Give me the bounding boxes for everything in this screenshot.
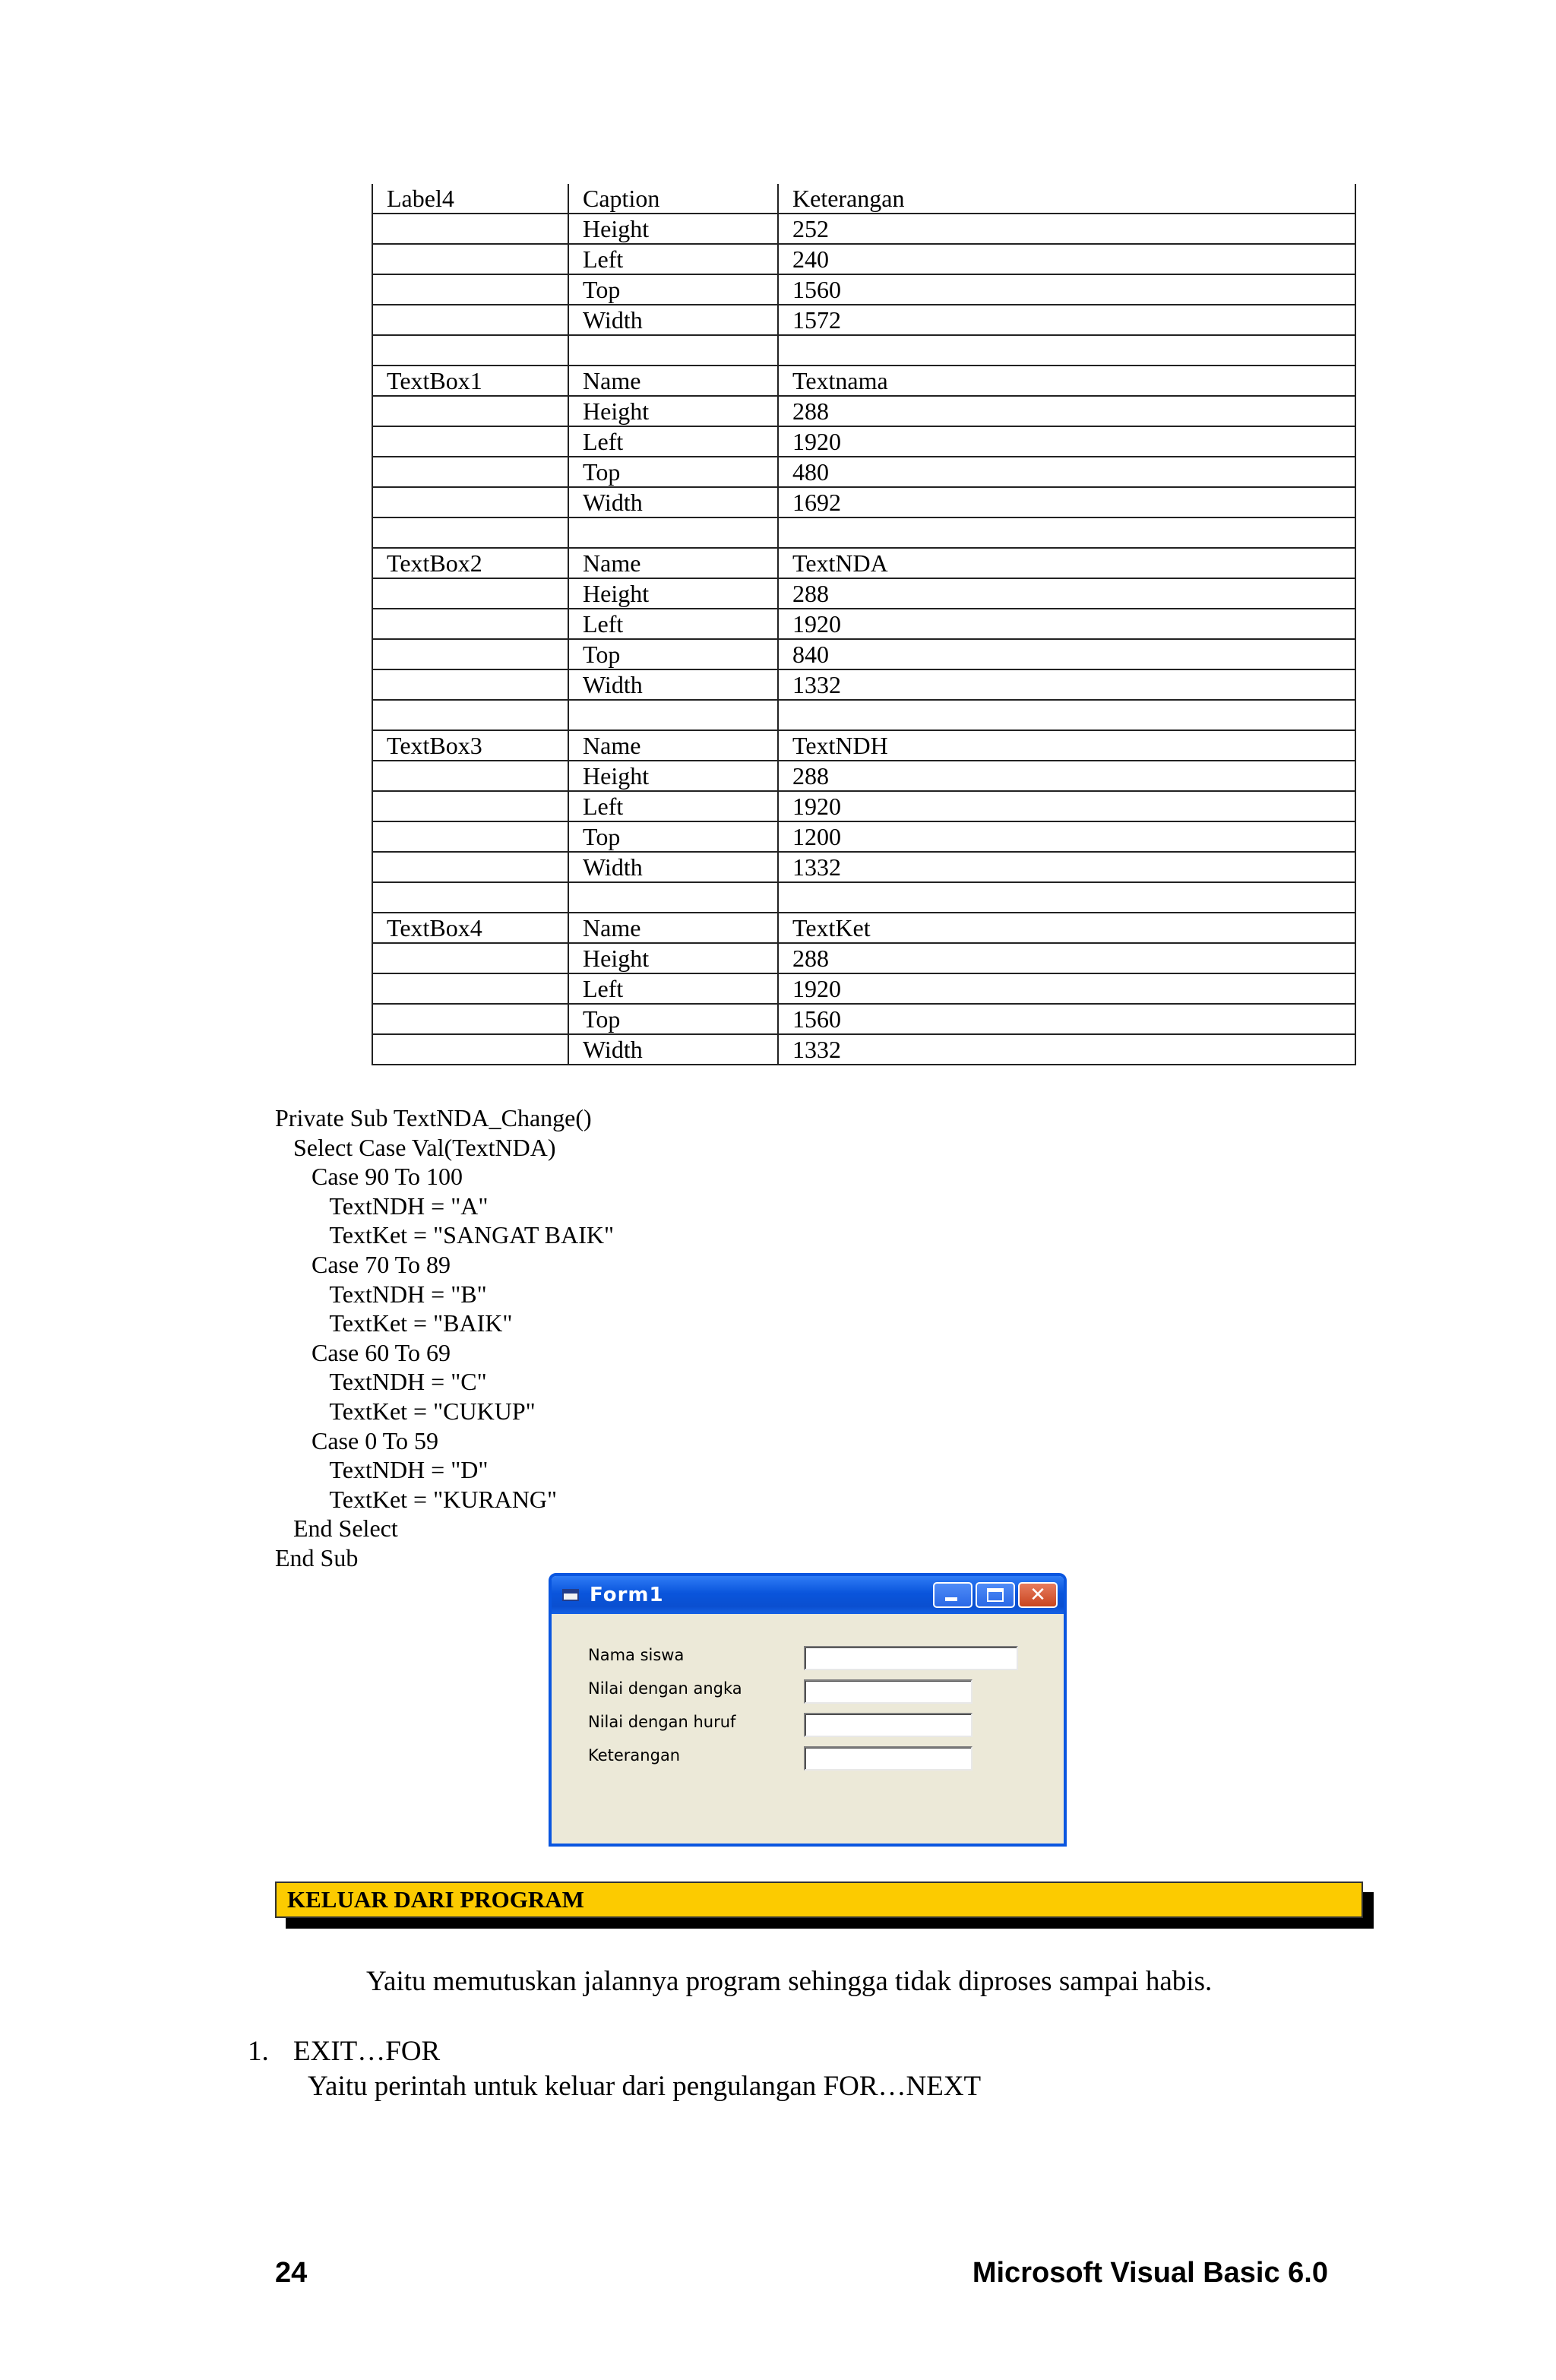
control-cell: TextBox2: [372, 548, 568, 578]
value-cell: 1332: [778, 1034, 1355, 1065]
property-cell: Top: [568, 821, 778, 852]
control-cell: [372, 669, 568, 700]
table-row: [372, 426, 1355, 457]
table-row: [372, 184, 1355, 214]
property-cell: Height: [568, 943, 778, 973]
label-keterangan: Keterangan: [588, 1746, 681, 1764]
textket-input[interactable]: [804, 1746, 972, 1771]
value-cell: 288: [778, 396, 1355, 426]
property-cell: Left: [568, 244, 778, 274]
table-row: [372, 487, 1355, 517]
control-cell: [372, 274, 568, 305]
property-cell: Name: [568, 913, 778, 943]
control-cell: [372, 305, 568, 335]
table-row: [372, 943, 1355, 973]
value-cell: [778, 700, 1355, 730]
property-cell: [568, 517, 778, 548]
property-cell: Left: [568, 426, 778, 457]
property-cell: Top: [568, 457, 778, 487]
table-row: [372, 852, 1355, 882]
book-title: Microsoft Visual Basic 6.0: [972, 2257, 1328, 2289]
property-cell: Top: [568, 1004, 778, 1034]
textnama-input[interactable]: [804, 1646, 1018, 1670]
value-cell: 1200: [778, 821, 1355, 852]
property-cell: Width: [568, 305, 778, 335]
control-cell: [372, 487, 568, 517]
value-cell: 1920: [778, 426, 1355, 457]
property-cell: Name: [568, 730, 778, 761]
control-cell: [372, 426, 568, 457]
table-row: [372, 700, 1355, 730]
value-cell: [778, 517, 1355, 548]
control-cell: [372, 578, 568, 609]
property-cell: [568, 882, 778, 913]
code-line: Case 60 To 69: [275, 1338, 451, 1366]
list-item-title: EXIT…FOR: [293, 2036, 441, 2067]
property-cell: Name: [568, 366, 778, 396]
table-row: [372, 1034, 1355, 1065]
table-row: [372, 517, 1355, 548]
value-cell: 288: [778, 578, 1355, 609]
control-cell: [372, 335, 568, 366]
table-row: [372, 578, 1355, 609]
value-cell: 840: [778, 639, 1355, 669]
table-row: [372, 335, 1355, 366]
control-cell: [372, 457, 568, 487]
table-row: [372, 214, 1355, 244]
code-line: TextKet = "CUKUP": [275, 1397, 536, 1425]
code-line: TextNDH = "B": [275, 1280, 487, 1308]
code-line: TextKet = "SANGAT BAIK": [275, 1221, 615, 1249]
table-row: [372, 274, 1355, 305]
property-cell: [568, 335, 778, 366]
control-cell: [372, 1004, 568, 1034]
property-cell: [568, 700, 778, 730]
code-line: TextNDH = "C": [275, 1368, 487, 1396]
table-row: [372, 761, 1355, 791]
code-line: Case 90 To 100: [275, 1163, 463, 1191]
value-cell: 288: [778, 943, 1355, 973]
table-row: [372, 244, 1355, 274]
code-line: TextNDH = "A": [275, 1192, 489, 1220]
property-cell: Height: [568, 214, 778, 244]
list-item-description: Yaitu perintah untuk keluar dari pengulangan FOR…NEXT: [308, 2071, 982, 2102]
minimize-button[interactable]: [933, 1582, 972, 1608]
value-cell: 1332: [778, 852, 1355, 882]
value-cell: [778, 335, 1355, 366]
code-listing: [275, 1103, 614, 1573]
control-cell: TextBox3: [372, 730, 568, 761]
table-row: [372, 913, 1355, 943]
control-cell: [372, 852, 568, 882]
control-cell: TextBox1: [372, 366, 568, 396]
property-cell: Width: [568, 487, 778, 517]
control-cell: [372, 882, 568, 913]
property-cell: Top: [568, 274, 778, 305]
property-cell: Width: [568, 669, 778, 700]
property-cell: Height: [568, 578, 778, 609]
value-cell: 1692: [778, 487, 1355, 517]
form-body: [552, 1614, 1064, 1844]
property-cell: Left: [568, 973, 778, 1004]
control-cell: [372, 700, 568, 730]
maximize-button[interactable]: [976, 1582, 1015, 1608]
control-cell: [372, 973, 568, 1004]
maximize-icon: [987, 1588, 1004, 1602]
code-line: Private Sub TextNDA_Change(): [275, 1104, 592, 1131]
value-cell: Keterangan: [778, 184, 1355, 214]
close-icon: ✕: [1029, 1584, 1046, 1606]
property-cell: Left: [568, 791, 778, 821]
control-cell: [372, 821, 568, 852]
value-cell: 1560: [778, 274, 1355, 305]
form1-window: [549, 1573, 1067, 1847]
textndh-input[interactable]: [804, 1713, 972, 1737]
value-cell: TextNDA: [778, 548, 1355, 578]
value-cell: 1920: [778, 609, 1355, 639]
property-cell: Width: [568, 1034, 778, 1065]
value-cell: 480: [778, 457, 1355, 487]
label-nilai-angka: Nilai dengan angka: [588, 1679, 742, 1698]
app-icon: [562, 1589, 579, 1601]
control-cell: [372, 517, 568, 548]
value-cell: Textnama: [778, 366, 1355, 396]
control-cell: Label4: [372, 184, 568, 214]
table-row: [372, 730, 1355, 761]
title-bar[interactable]: [552, 1576, 1064, 1614]
value-cell: 252: [778, 214, 1355, 244]
control-cell: [372, 943, 568, 973]
control-cell: [372, 396, 568, 426]
code-line: Case 0 To 59: [275, 1426, 438, 1454]
code-line: TextKet = "BAIK": [275, 1309, 513, 1337]
property-cell: Height: [568, 761, 778, 791]
property-cell: Name: [568, 548, 778, 578]
property-table: [372, 184, 1356, 1065]
value-cell: TextKet: [778, 913, 1355, 943]
property-cell: Height: [568, 396, 778, 426]
section-heading: KELUAR DARI PROGRAM: [275, 1882, 1363, 1918]
textnda-input[interactable]: [804, 1679, 972, 1704]
value-cell: 1920: [778, 791, 1355, 821]
control-cell: [372, 761, 568, 791]
minimize-icon: [945, 1597, 957, 1601]
control-cell: [372, 791, 568, 821]
code-line: Select Case Val(TextNDA): [275, 1133, 556, 1161]
table-row: [372, 548, 1355, 578]
property-cell: Width: [568, 852, 778, 882]
value-cell: 1920: [778, 973, 1355, 1004]
window-title: Form1: [590, 1584, 664, 1606]
table-row: [372, 396, 1355, 426]
label-nama-siswa: Nama siswa: [588, 1646, 685, 1664]
table-row: [372, 821, 1355, 852]
value-cell: [778, 882, 1355, 913]
code-line: TextKet = "KURANG": [275, 1485, 558, 1513]
property-cell: Top: [568, 639, 778, 669]
table-row: [372, 639, 1355, 669]
list-item-number: 1.: [248, 2036, 269, 2067]
control-cell: [372, 609, 568, 639]
value-cell: TextNDH: [778, 730, 1355, 761]
window-controls: [933, 1582, 1058, 1608]
value-cell: 288: [778, 761, 1355, 791]
property-table-body: [372, 184, 1355, 1065]
table-row: [372, 973, 1355, 1004]
code-line: End Sub: [275, 1543, 359, 1571]
table-row: [372, 669, 1355, 700]
value-cell: 1332: [778, 669, 1355, 700]
table-row: [372, 882, 1355, 913]
value-cell: 240: [778, 244, 1355, 274]
table-row: [372, 791, 1355, 821]
table-row: [372, 457, 1355, 487]
property-cell: Left: [568, 609, 778, 639]
intro-paragraph: Yaitu memutuskan jalannya program sehingga tidak diproses sampai habis.: [366, 1966, 1213, 1997]
value-cell: 1560: [778, 1004, 1355, 1034]
close-button[interactable]: [1018, 1582, 1058, 1608]
table-row: [372, 305, 1355, 335]
code-line: End Select: [275, 1514, 398, 1543]
table-row: [372, 609, 1355, 639]
property-cell: Caption: [568, 184, 778, 214]
control-cell: [372, 244, 568, 274]
control-cell: [372, 1034, 568, 1065]
control-cell: [372, 639, 568, 669]
page-number: 24: [275, 2257, 308, 2289]
code-line: Case 70 To 89: [275, 1250, 451, 1278]
code-line: TextNDH = "D": [275, 1456, 489, 1484]
table-row: [372, 1004, 1355, 1034]
control-cell: [372, 214, 568, 244]
label-nilai-huruf: Nilai dengan huruf: [588, 1713, 736, 1731]
value-cell: 1572: [778, 305, 1355, 335]
control-cell: TextBox4: [372, 913, 568, 943]
table-row: [372, 366, 1355, 396]
